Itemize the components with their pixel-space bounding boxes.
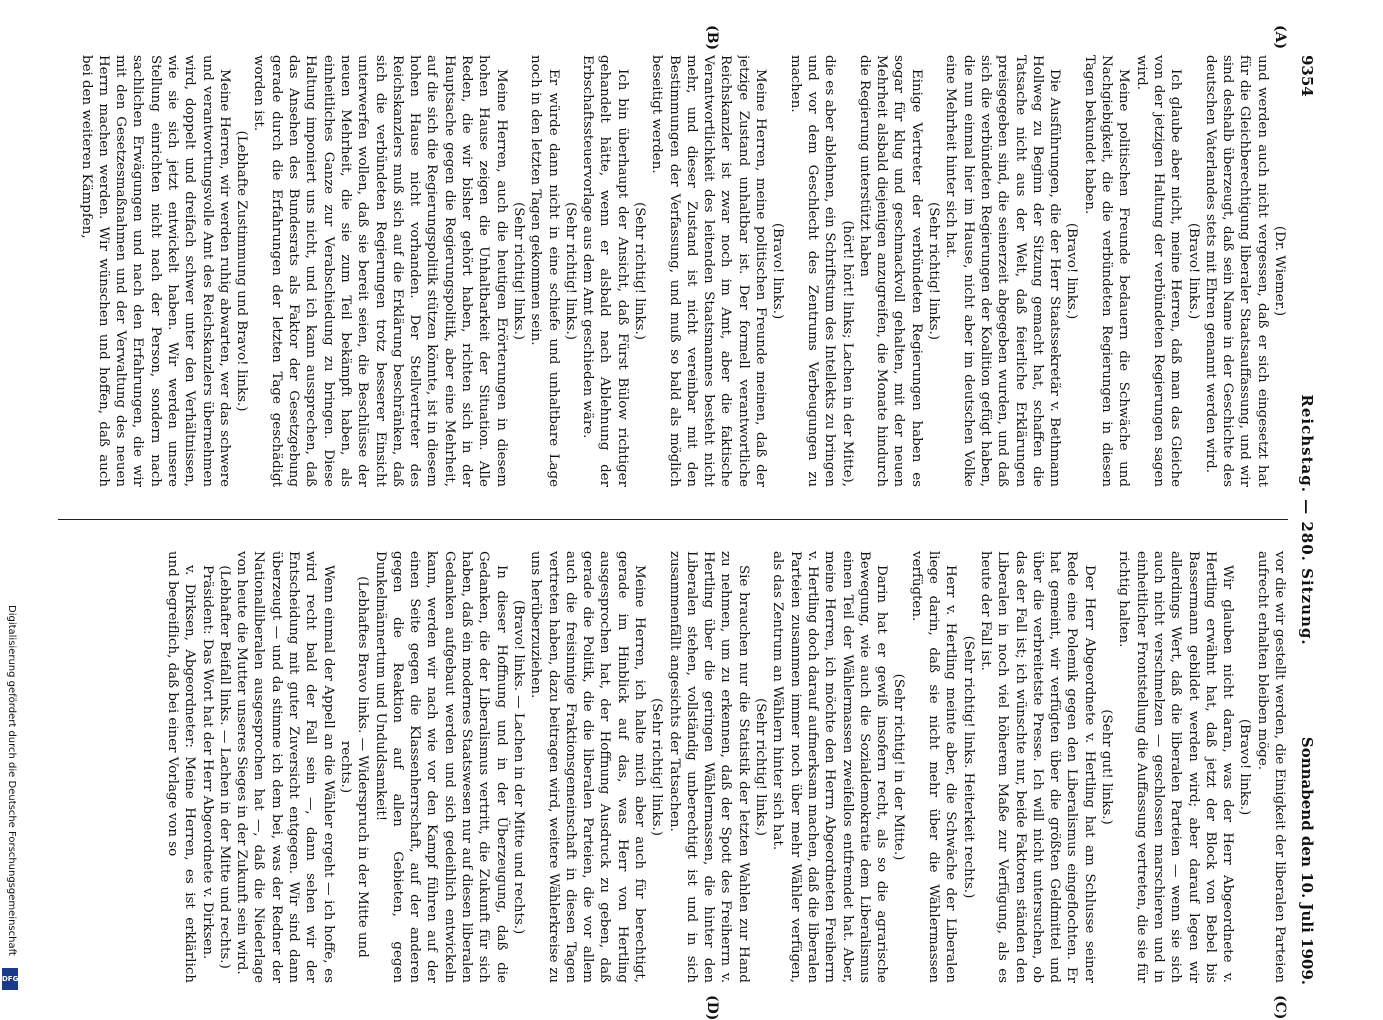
rotated-page	[50, 25, 1320, 1020]
paragraph: vor die wir gestellt werden, die Einigkeit der liberalen Parteien aufrecht erhalten bleiben möge.	[1254, 551, 1287, 983]
paragraph: (Sehr richtig! links.)	[649, 698, 665, 836]
paragraph: Einige Vertreter der verbündeten Regierungen haben es sogar für klug und geschmackvoll gehalten, mit der neuen Mehrheit alsbald diejenigen anzugreifen, die Monate hindurch die Regierung unterstützt haben	[856, 55, 924, 487]
paragraph: (Sehr richtig! links.)	[510, 202, 526, 340]
paragraph: (Sehr richtig! links.)	[753, 698, 769, 836]
paragraph: (Sehr richtig! links. Heiterkeit rechts.)	[960, 635, 976, 899]
paragraph: Herr v. Hertling meinte aber, die Schwäche der Liberalen liege darin, daß sie nicht mehr über die Wählermassen verfügten.	[908, 551, 959, 983]
paragraph: Ich glaube aber nicht, meine Herren, daß man das Gleiche von der jetzigen Haltung der verbündeten Regierungen sagen wird.	[1133, 55, 1184, 487]
paragraph: Er würde dann nicht in eine schiefe und unhaltbare Lage noch in den letzten Tagen gekommen sein.	[528, 55, 561, 487]
page-number: 9354	[1298, 55, 1316, 97]
page-header	[1294, 55, 1320, 985]
paragraph: (Bravo! links.)	[1185, 222, 1201, 320]
paragraph: (Bravo! links.)	[1064, 222, 1080, 320]
paragraph: und werden auch nicht vergessen, daß er sich eingesetzt hat für die Gleichberechtigung liberaler Staatsauffassung, und wir sind deshalb überzeugt, daß sein Name in der Geschichte des deutschen Vaterlandes stets mit Ehren genannt werden wird.	[1202, 55, 1270, 487]
paragraph: (Lebhafter Beifall links. — Lachen in der Mitte und rechts.)	[216, 565, 232, 969]
paragraph: (Dr. Wiemer.)	[1272, 225, 1287, 317]
paragraph: (Sehr richtig! in der Mitte.)	[891, 673, 907, 861]
dfg-logo: DFG	[2, 968, 18, 990]
paragraph: v. Dirksen, Abgeordneter: Meine Herren, es ist erklärlich und begreiflich, daß bei einer Vorlage von so	[165, 551, 198, 983]
paragraph: (Sehr richtig! links.)	[562, 202, 578, 340]
session-date: Sonnabend den 10. Juli 1909.	[1298, 736, 1316, 985]
column-divider	[58, 519, 1288, 520]
paragraph: Wenn einmal der Appell an die Wähler ergeht — ich hoffe, es wird recht bald der Fall sein —, dann sehen wir der Entscheidung mit guter Zuversicht entgegen. Wir sind dann überzeugt — und da stimme ich dem bei, was der Redner der Nationalliberalen ausgesprochen hat —, daß die Niederlage von heute die Mutter unseres Sieges in der Zukunft sein wird.	[234, 551, 336, 983]
paragraph: Meine politischen Freunde bedauern die Schwäche und Nachgiebigkeit, die die verbündeten Regierungen in diesen Tagen bekundet haben.	[1081, 55, 1132, 487]
paragraph: In dieser Hoffnung und in der Überzeugung, daß die Gedanken, die der Liberalismus vertritt, die Zukunft für sich haben, daß ein modernes Staatswesen nur auf diesen liberalen Gedanken aufgebaut werden und sich gedeihlich entwickeln kann, werden wir nach wie vor den Kampf führen auf der einen Seite gegen die Klassenherrschaft, auf der anderen gegen die Reaktion auf allen Gebieten, gegen Dunkelmännertum und Unduldsamkeit!	[372, 551, 509, 983]
paragraph: Meine Herren, meine politischen Freunde meinen, daß der jetzige Zustand unhaltbar ist. Der formell verantwortliche Reichskanzler ist zwar noch im Amt, aber die faktische Verantwortlichkeit des leitenden Staatsmannes besteht nicht mehr, und dieser Zustand ist nicht vereinbar mit den Bestimmungen der Verfassung, und muß so bald als möglich beseitigt werden.	[649, 55, 769, 487]
paragraph: die es aber ablehnen, ein Schriftstum des Intellekts zu bringen und vor dem Geschlecht des Zentrums Verbeugungen zu machen.	[787, 55, 838, 487]
margin-mark-a: (A)	[1272, 25, 1288, 50]
paragraph: (Sehr richtig! links.)	[632, 202, 648, 340]
margin-mark-b: (B)	[704, 25, 720, 51]
page-title: Reichstag. — 280. Sitzung.	[1298, 394, 1316, 646]
credit-text: Digitalisierung gefördert durch die Deutsche Forschungsgemeinschaft	[6, 605, 17, 956]
right-column	[58, 551, 1288, 983]
paragraph: Die Ausführungen, die der Herr Staatssekretär v. Bethmann Hollweg zu Beginn der Sitzung gemacht hat, schaffen die Tatsache nicht aus der Welt, daß feierliche Erklärungen preisgegeben sind, die seinerzeit abgegeben wurden, und daß sich die verbündeten Regierungen der Koalition gefügt haben, die nun einmal hier im Hause, nicht aber im deutschen Volke eine Mehrheit hinter sich hat.	[943, 55, 1063, 487]
paragraph: Sie brauchen nur die Statistik der letzten Wahlen zur Hand zu nehmen, um zu erkennen, daß der Spott des Freiherrn v. Hertling über die geringen Wählermassen, die hinter den Liberalen stehen, vollständig unberechtigt ist und in sich zusammenfällt angesichts der Tatsachen.	[666, 551, 751, 983]
margin-mark-c: (C)	[1272, 995, 1288, 1020]
paragraph: (Lebhaftes Bravo links. — Widerspruch in der Mitte und rechts.)	[337, 576, 371, 958]
paragraph: (Sehr richtig! links.)	[926, 202, 942, 340]
paragraph: (Bravo! links.)	[1237, 718, 1253, 816]
paragraph: Ich bin überhaupt der Ansicht, daß Fürst Bülow richtiger gehandelt hätte, wenn er alsbald nach Ablehnung der Erbschaftssteuervorlage aus dem Amt geschieden wäre.	[580, 55, 630, 487]
paragraph: Darin hat er gewiß insofern recht, als so die agrarische Bewegung, wie auch die Sozialdemokratie dem Liberalismus einen Teil der Wählermassen zweifellos entfremdet hat. Aber, meine Herren, ich möchte den Herrn Abgeordneten Freiherrn v. Hertling doch darauf aufmerksam machen, daß die liberalen Parteien zusammen immer noch über mehr Wähler verfügen, als das Zentrum an Wählern hinter sich hat.	[770, 551, 890, 983]
paragraph: Präsident: Das Wort hat der Herr Abgeordnete v. Dirksen.	[199, 565, 215, 960]
margin-mark-d: (D)	[704, 995, 720, 1020]
paragraph: Meine Herren, auch die heutigen Erörterungen in diesem hohen Hause zeigen die Unhaltbarkeit der Situation. Alle Reden, die wir bisher gehört haben, richten sich in der Hauptsache gegen die Regierungspolitik, aber eine Mehrheit, auf die sich die Regierungspolitik stützen könnte, ist in diesem hohen Hause nicht vorhanden. Der Stellvertreter des Reichskanzlers muß sich auf die Erklärung beschränken, daß sich die verbündeten Regierungen trotz besserer Einsicht unterwerfen wollen, daß sie bereit seien, die Beschlüsse der neuen Mehrheit, die sie zum Teil bekämpft haben, als einheitliches Ganze zur Verabschiedung zu bringen. Diese Haltung imponiert uns nicht, und ich kann aussprechen, daß das Ansehen des Bundesrats als Faktor der Gesetzgebung gerade durch die Erfahrungen der letzten Tage geschädigt worden ist.	[251, 55, 509, 487]
paragraph: Der Herr Abgeordnete v. Hertling hat am Schlusse seiner Rede eine Polemik gegen den Liberalismus eingeflochten. Er hat gemeint, wir verfügten über die größten Geldmittel und über die verbreitetste Presse. Ich will nicht untersuchen, ob das der Fall ist; ich wünschte nur, beide Faktoren ständen den Liberalen in noch viel höherem Maße zur Verfügung, als es heute der Fall ist.	[977, 551, 1097, 983]
digitization-credit	[3, 605, 17, 995]
paragraph: (Bravo! links.)	[770, 222, 786, 320]
paragraph: Meine Herren, wir werden ruhig abwarten, wer das schwere und verantwortungsvolle Amt des Reichskanzlers übernehmen wird, doppelt und dreifach schwer unter den Verhältnissen, wie sie sich jetzt entwickelt haben. Wir werden unsere Stellung einrichten nicht nach der Person, sondern nach sachlichen Erwägungen und nach den Erfahrungen, die wir mit den Gesetzesmaßnahmen und der Verwaltung des neuen Herrn machen werden. Wir wünschen und hoffen, daß auch bei den weiteren Kämpfen,	[78, 55, 232, 487]
paragraph: (Sehr gut! links.)	[1099, 709, 1115, 825]
paragraph: (hört! hört! links; Lachen in der Mitte),	[839, 220, 855, 487]
paragraph: Wir glauben nicht daran, was der Herr Abgeordnete v. Hertling erwähnt hat, daß jetzt der Block von Bebel bis Bassermann gebildet werden wird; aber darauf legen wir allerdings Wert, daß die liberalen Parteien — wenn sie sich auch nicht verschmelzen — geschlossen marschieren und in einheitlicher Frontstellung die Auffassung vertreten, die sie für richtig halten.	[1116, 551, 1236, 983]
paragraph: (Lebhafte Zustimmung und Bravo! links.)	[234, 130, 250, 412]
left-column	[58, 55, 1288, 487]
paragraph: (Bravo! links. — Lachen in der Mitte und rechts.)	[510, 599, 526, 935]
paragraph: Meine Herren, ich halte mich aber auch für berechtigt, gerade im Hinblick auf das, was Herr von Hertling ausgesprochen hat, der Hoffnung Ausdruck zu geben, daß gerade die Politik, die die liberalen Parteien, die vor allem auch die freisinnige Fraktionsgemeinschaft in diesen Tagen vertreten haben, dazu beitragen wird, weitere Wählerkreise zu uns herüberzuziehen.	[528, 551, 648, 983]
